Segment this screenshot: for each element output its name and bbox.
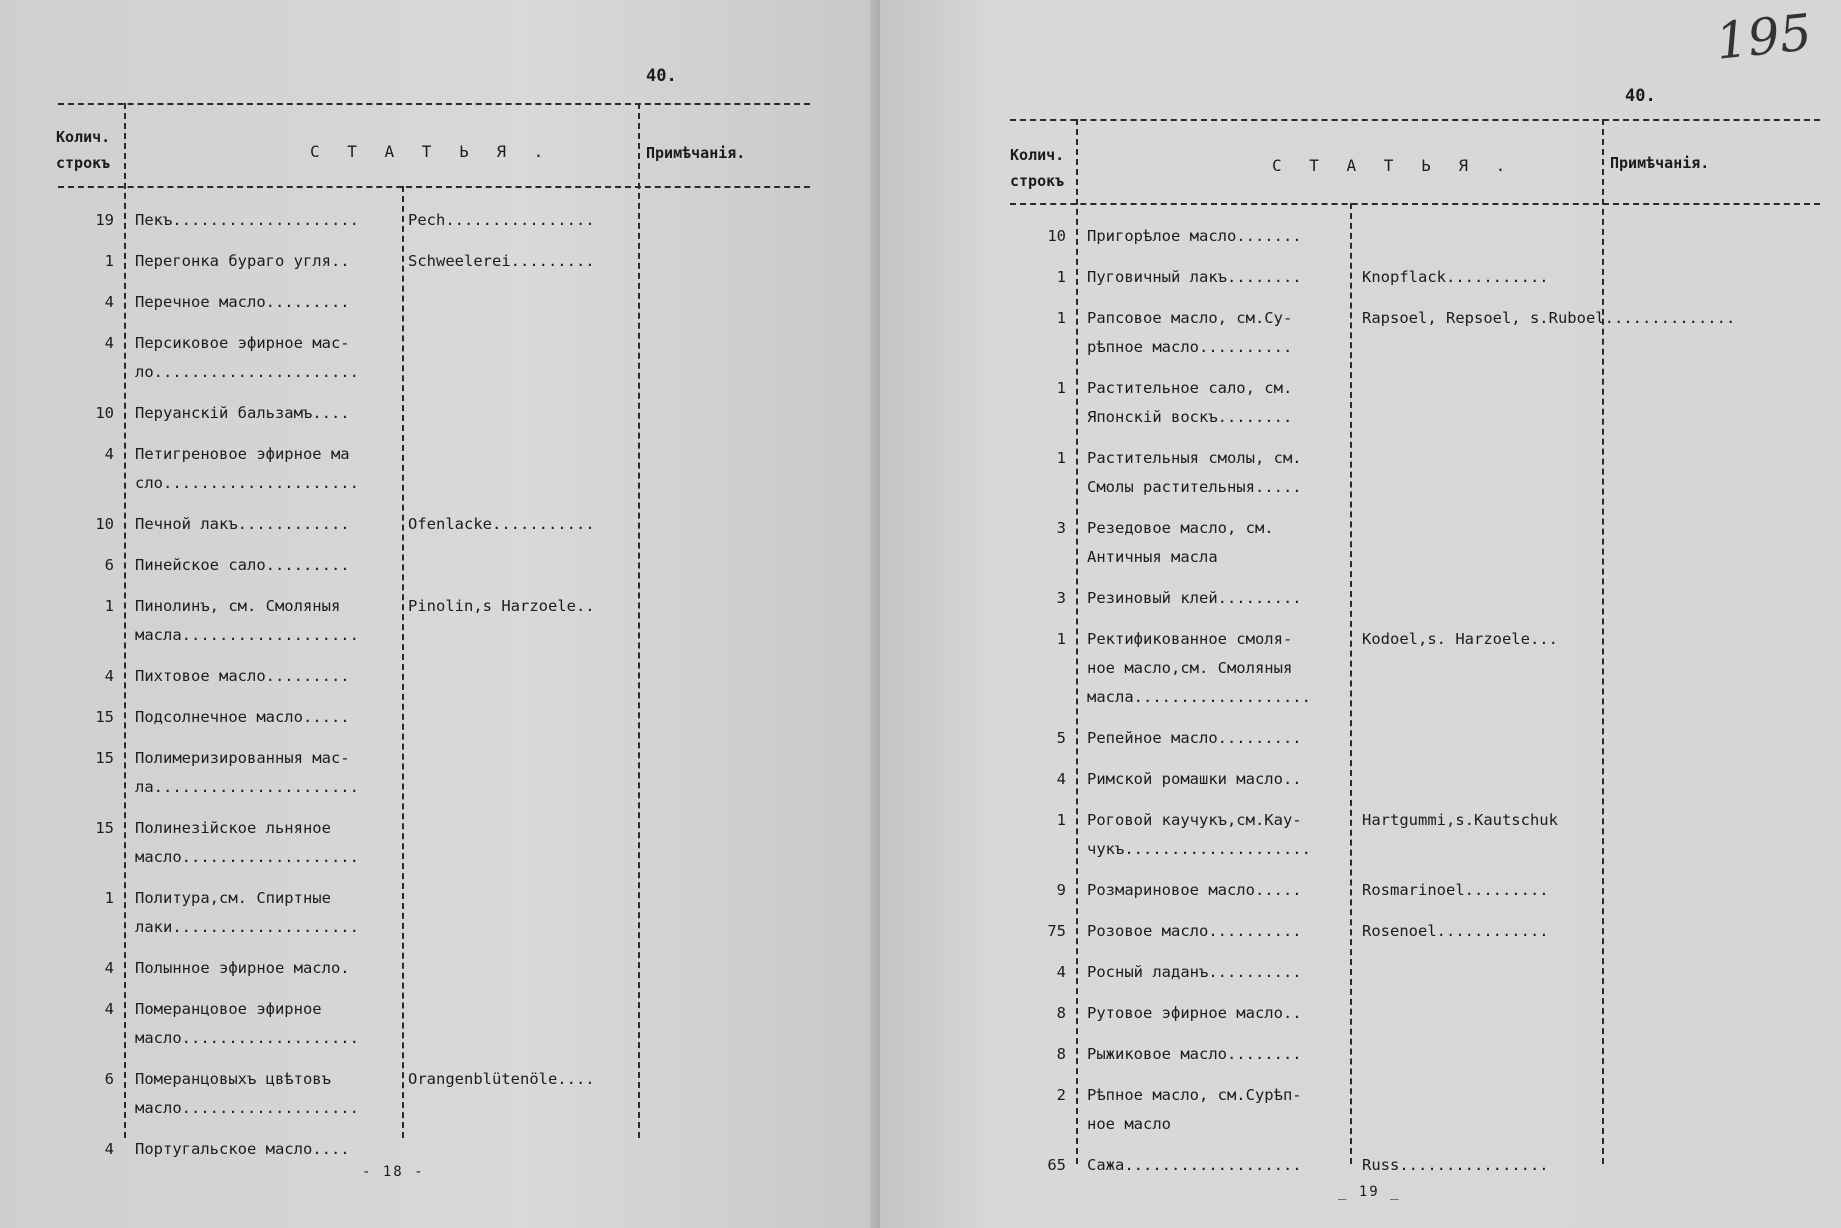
right-table-number: 40. xyxy=(1625,86,1656,106)
row-count: 15 xyxy=(95,819,114,837)
row-article: Репейное масло......... xyxy=(1087,729,1302,747)
row-count: 6 xyxy=(104,556,114,574)
left-count-header: Колич. строкъ xyxy=(56,128,111,172)
row-article: Рутовое эфирное масло.. xyxy=(1087,1004,1302,1022)
left-folio: - 18 - xyxy=(362,1164,425,1180)
row-article: Рѣпное масло, см.Сурѣп- ное масло xyxy=(1087,1086,1302,1133)
row-german-term: Hartgummi,s.Kautschuk xyxy=(1362,811,1558,829)
row-count: 65 xyxy=(1047,1156,1066,1174)
row-count: 4 xyxy=(104,1140,114,1158)
row-article: Пуговичный лакъ........ xyxy=(1087,268,1302,286)
row-count: 1 xyxy=(1056,268,1066,286)
row-article: Розмариновое масло..... xyxy=(1087,881,1302,899)
row-article: Пихтовое масло......... xyxy=(135,667,350,685)
row-count: 10 xyxy=(95,515,114,533)
row-german-term: Rapsoel, Repsoel, s.Ruboel.............. xyxy=(1362,309,1736,327)
row-count: 1 xyxy=(104,252,114,270)
row-article: Розовое масло.......... xyxy=(1087,922,1302,940)
row-count: 8 xyxy=(1056,1045,1066,1063)
row-count: 8 xyxy=(1056,1004,1066,1022)
row-count: 15 xyxy=(95,749,114,767)
row-article: Португальское масло.... xyxy=(135,1140,350,1158)
row-count: 75 xyxy=(1047,922,1066,940)
row-count: 4 xyxy=(104,334,114,352)
row-article: Росный ладанъ.......... xyxy=(1087,963,1302,981)
row-article: Перуанскій бальзамъ.... xyxy=(135,404,350,422)
row-count: 9 xyxy=(1056,881,1066,899)
right-notes-header: Примѣчанія. xyxy=(1610,154,1710,172)
row-article: Перегонка бураго угля.. xyxy=(135,252,350,270)
row-count: 5 xyxy=(1056,729,1066,747)
left-page xyxy=(0,0,880,1228)
row-count: 10 xyxy=(95,404,114,422)
row-count: 4 xyxy=(104,1000,114,1018)
row-article: Померанцовое эфирное масло................... xyxy=(135,1000,359,1047)
row-article: Персиковое эфирное мас- ло...................... xyxy=(135,334,359,381)
row-article: Пригорѣлое масло....... xyxy=(1087,227,1302,245)
row-german-term: Orangenblütenöle.... xyxy=(408,1070,595,1088)
row-count: 1 xyxy=(1056,309,1066,327)
row-article: Полимеризированныя мас- ла...................... xyxy=(135,749,359,796)
left-table-number: 40. xyxy=(646,66,677,86)
right-article-header: С Т А Т Ь Я . xyxy=(1272,156,1515,175)
row-count: 3 xyxy=(1056,589,1066,607)
row-count: 1 xyxy=(104,889,114,907)
row-article: Римской ромашки масло.. xyxy=(1087,770,1302,788)
row-count: 2 xyxy=(1056,1086,1066,1104)
row-article: Печной лакъ............ xyxy=(135,515,350,533)
row-article: Рапсовое масло, см.Су- рѣпное масло.......... xyxy=(1087,309,1293,356)
row-count: 1 xyxy=(1056,379,1066,397)
row-count: 4 xyxy=(1056,770,1066,788)
right-page xyxy=(880,0,1841,1228)
row-article: Пекъ.................... xyxy=(135,211,359,229)
row-article: Перечное масло......... xyxy=(135,293,350,311)
row-article: Сажа................... xyxy=(1087,1156,1302,1174)
row-count: 4 xyxy=(104,959,114,977)
row-count: 4 xyxy=(104,667,114,685)
row-count: 4 xyxy=(1056,963,1066,981)
row-article: Полынное эфирное масло. xyxy=(135,959,350,977)
row-count: 1 xyxy=(1056,811,1066,829)
row-article: Померанцовыхъ цвѣтовъ масло................... xyxy=(135,1070,359,1117)
row-german-term: Pinolin,s Harzoele.. xyxy=(408,597,595,615)
row-german-term: Rosenoel............ xyxy=(1362,922,1549,940)
row-count: 1 xyxy=(104,597,114,615)
row-article: Пинейское сало......... xyxy=(135,556,350,574)
row-article: Полинезійское льняное масло................... xyxy=(135,819,359,866)
row-german-term: Schweelerei......... xyxy=(408,252,595,270)
right-folio: _ 19 _ xyxy=(1338,1184,1401,1200)
row-article: Пинолинъ, см. Смоляныя масла................... xyxy=(135,597,359,644)
row-count: 4 xyxy=(104,293,114,311)
row-count: 10 xyxy=(1047,227,1066,245)
row-count: 3 xyxy=(1056,519,1066,537)
row-german-term: Pech................ xyxy=(408,211,595,229)
row-count: 1 xyxy=(1056,449,1066,467)
row-article: Резедовое масло, см. Античныя масла xyxy=(1087,519,1274,566)
right-count-header: Колич. строкъ xyxy=(1010,146,1065,190)
row-article: Петигреновое эфирное ма сло..................... xyxy=(135,445,359,492)
row-article: Растительное сало, см. Японскій воскъ........ xyxy=(1087,379,1293,426)
row-article: Резиновый клей......... xyxy=(1087,589,1302,607)
row-count: 19 xyxy=(95,211,114,229)
row-count: 6 xyxy=(104,1070,114,1088)
row-german-term: Rosmarinoel......... xyxy=(1362,881,1549,899)
row-german-term: Knopflack........... xyxy=(1362,268,1549,286)
handwritten-page-number: 195 xyxy=(1712,3,1814,71)
row-german-term: Kodoel,s. Harzoele... xyxy=(1362,630,1558,648)
row-german-term: Russ................ xyxy=(1362,1156,1549,1174)
left-notes-header: Примѣчанія. xyxy=(646,144,746,162)
row-article: Ректификованное смоля- ное масло,см. Смоляныя масла................... xyxy=(1087,630,1311,706)
row-article: Подсолнечное масло..... xyxy=(135,708,350,726)
row-article: Растительныя смолы, см. Смолы растительныя..... xyxy=(1087,449,1302,496)
row-count: 1 xyxy=(1056,630,1066,648)
left-article-header: С Т А Т Ь Я . xyxy=(310,142,553,161)
row-german-term: Ofenlacke........... xyxy=(408,515,595,533)
row-count: 15 xyxy=(95,708,114,726)
row-count: 4 xyxy=(104,445,114,463)
row-article: Политура,см. Спиртные лаки.................... xyxy=(135,889,359,936)
row-article: Рыжиковое масло........ xyxy=(1087,1045,1302,1063)
row-article: Роговой каучукъ,см.Кау- чукъ.................... xyxy=(1087,811,1311,858)
